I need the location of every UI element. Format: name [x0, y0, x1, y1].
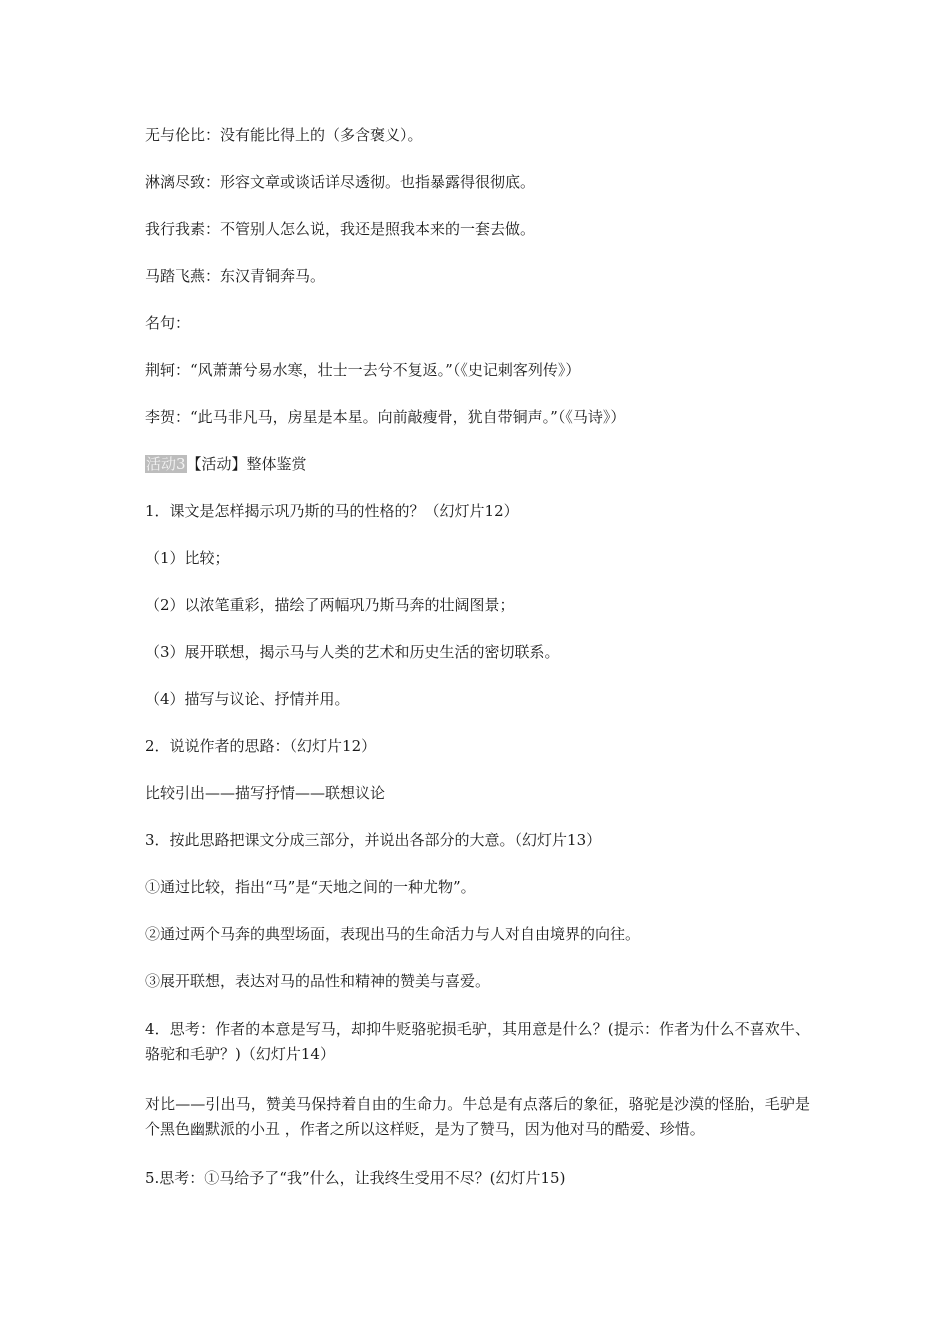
answer-line: （1）比较； — [145, 549, 230, 567]
definition-line: 淋漓尽致：形容文章或谈话详尽透彻。也指暴露得很彻底。 — [145, 173, 536, 191]
answer-line: （4）描写与议论、抒情并用。 — [145, 690, 350, 708]
definition-line: 无与伦比：没有能比得上的（多含褒义）。 — [145, 126, 423, 144]
quote-line: 李贺：“此马非凡马，房星是本星。向前敲瘦骨，犹自带铜声。”（《马诗》） — [145, 408, 626, 426]
answer-line: 比较引出——描写抒情——联想议论 — [145, 784, 386, 802]
answer-line: ②通过两个马奔的典型场面，表现出马的生命活力与人对自由境界的向往。 — [145, 925, 641, 943]
definition-line: 我行我素：不管别人怎么说，我还是照我本来的一套去做。 — [145, 220, 536, 238]
answer-line: ①通过比较，指出“马”是“天地之间的一种尤物”。 — [145, 878, 476, 896]
question-paragraph: 4．思考：作者的本意是写马，却抑牛贬骆驼损毛驴，其用意是什么？(提示：作者为什么不喜欢牛、骆驼和毛驴？)（幻灯片14） — [145, 1020, 810, 1063]
activity-heading — [145, 453, 810, 475]
question-line: 5.思考：①马给予了“我”什么，让我终生受用不尽？(幻灯片15) — [145, 1169, 566, 1187]
document-page — [145, 124, 810, 1214]
section-label: 名句： — [145, 314, 191, 332]
question-line: 2．说说作者的思路：（幻灯片12） — [145, 737, 377, 755]
answer-paragraph: 对比——引出马，赞美马保持着自由的生命力。牛总是有点落后的象征，骆驼是沙漠的怪胎，毛驴是个黑色幽默派的小丑 ，作者之所以这样贬，是为了赞马，因为他对马的酷爱、珍惜。 — [145, 1095, 810, 1138]
activity-title: 【活动】整体鉴赏 — [186, 455, 307, 473]
answer-line: ③展开联想，表达对马的品性和精神的赞美与喜爱。 — [145, 972, 491, 990]
answer-line: （2）以浓笔重彩，描绘了两幅巩乃斯马奔的壮阔图景； — [145, 596, 515, 614]
answer-line: （3）展开联想，揭示马与人类的艺术和历史生活的密切联系。 — [145, 643, 560, 661]
definition-line: 马踏飞燕：东汉青铜奔马。 — [145, 267, 326, 285]
quote-line: 荆轲：“风萧萧兮易水寒，壮士一去兮不复返。”（《史记刺客列传》） — [145, 361, 581, 379]
question-line: 1．课文是怎样揭示巩乃斯的马的性格的？（幻灯片12） — [145, 502, 519, 520]
activity-tag: 活动3 — [146, 455, 186, 473]
question-line: 3．按此思路把课文分成三部分，并说出各部分的大意。（幻灯片13） — [145, 831, 602, 849]
